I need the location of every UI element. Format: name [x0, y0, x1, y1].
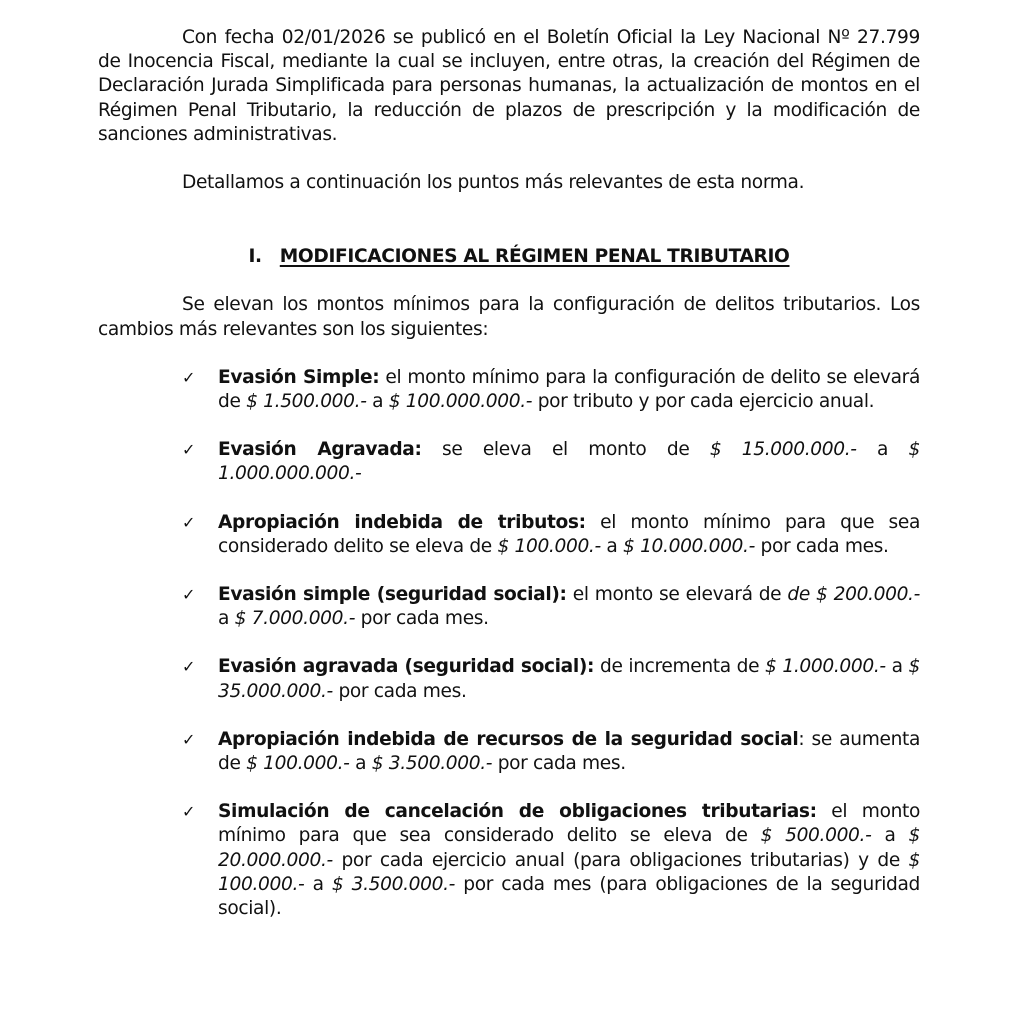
- item-text: a: [600, 535, 624, 557]
- item-label: Evasión Simple:: [218, 366, 380, 388]
- item-text: el monto mínimo para que sea considerado delito se eleva de: [218, 801, 920, 847]
- intro-paragraph: Con fecha 02/01/2026 se publicó en el Boletín Oficial la Ley Nacional Nº 27.799 de Inocencia Fiscal, mediante la cual se incluyen, entre otras, la creación del Régimen de Declaración Jurada Simplificada para personas humanas, la actualización de montos en el Régimen Penal Tributario, la reducción de plazos de prescripción y la modificación de sanciones administrativas.: [98, 27, 920, 145]
- item-label: Evasión simple (seguridad social):: [218, 584, 567, 606]
- amount-changes-list: [98, 366, 920, 921]
- section-heading: [98, 245, 920, 269]
- list-item: [98, 511, 920, 559]
- intro-detail: Detallamos a continuación los puntos más relevantes de esta norma.: [182, 172, 805, 194]
- section-title: MODIFICACIONES AL RÉGIMEN PENAL TRIBUTARIO: [279, 246, 790, 268]
- amount-from: $ 100.000.-: [246, 753, 350, 775]
- item-text: a: [366, 391, 389, 413]
- amount-to: $ 3.500.000.-: [371, 753, 493, 775]
- item-text: el monto mínimo para la configuración de delito se elevará de: [218, 366, 920, 413]
- item-text: a: [871, 825, 909, 847]
- section-lead: Se elevan los montos mínimos para la configuración de delitos tributarios. Los cambios más relevantes son los siguientes:: [98, 294, 920, 340]
- amount-from: $ 15.000.000.-: [709, 439, 857, 461]
- amount-to: $ 7.000.000.-: [234, 608, 356, 630]
- amount-from: $ 100.000.-: [218, 849, 920, 895]
- item-text: se eleva el monto de: [421, 439, 710, 461]
- item-text: por cada mes.: [754, 535, 889, 557]
- item-text: por cada mes (para obligaciones de la seguridad social).: [218, 873, 920, 920]
- list-item: [98, 366, 920, 414]
- amount-to: $ 3.500.000.-: [331, 873, 456, 895]
- item-text: : se aumenta de: [218, 728, 920, 775]
- checkmark-icon: ✓: [182, 367, 196, 387]
- amount-to: $ 100.000.000.-: [388, 391, 533, 413]
- list-item: [98, 655, 920, 703]
- amount-from: de $ 200.000.-: [787, 584, 920, 606]
- checkmark-icon: ✓: [182, 440, 196, 460]
- item-text: a: [856, 439, 909, 461]
- item-label: Evasión agravada (seguridad social):: [218, 656, 595, 678]
- checkmark-icon: ✓: [182, 512, 196, 532]
- item-text: a: [349, 753, 372, 775]
- item-text: el monto mínimo para que sea considerado delito se eleva de: [218, 511, 921, 557]
- section-number: I.: [248, 246, 262, 268]
- item-text: a: [218, 608, 235, 630]
- item-text: a: [885, 656, 909, 678]
- item-text: por cada mes.: [492, 753, 626, 775]
- amount-to: $ 10.000.000.-: [623, 535, 755, 557]
- amount-from: $ 100.000.-: [497, 535, 601, 557]
- item-label: Apropiación indebida de tributos:: [218, 511, 586, 533]
- item-text: a: [304, 873, 332, 895]
- list-item: [98, 583, 920, 631]
- checkmark-icon: ✓: [182, 729, 196, 749]
- amount-to: $ 35.000.000.-: [218, 656, 920, 702]
- checkmark-icon: ✓: [182, 585, 196, 605]
- amount-from: $ 1.000.000.-: [765, 656, 886, 678]
- item-text: el monto se elevará de: [566, 584, 788, 606]
- item-text: por tributo y por cada ejercicio anual.: [532, 391, 875, 413]
- item-label: Simulación de cancelación de obligaciones tributarias:: [218, 801, 817, 823]
- amount-to: $ 20.000.000.-: [218, 825, 921, 871]
- checkmark-icon: ✓: [182, 802, 196, 822]
- document-page: [98, 26, 920, 945]
- item-text: por cada mes.: [355, 608, 489, 630]
- list-item: [98, 800, 920, 921]
- item-text: por cada mes.: [332, 680, 467, 702]
- checkmark-icon: ✓: [182, 657, 196, 677]
- item-text: por cada ejercicio anual (para obligaciones tributarias) y de: [332, 849, 909, 871]
- item-label: Apropiación indebida de recursos de la seguridad social: [218, 728, 799, 750]
- amount-to: $ 1.000.000.000.-: [218, 439, 920, 485]
- list-item: [98, 728, 920, 776]
- amount-from: $ 500.000.-: [760, 825, 872, 847]
- item-label: Evasión Agravada:: [218, 439, 422, 461]
- amount-from: $ 1.500.000.-: [246, 391, 367, 413]
- list-item: [98, 438, 920, 486]
- item-text: de incrementa de: [594, 656, 766, 678]
